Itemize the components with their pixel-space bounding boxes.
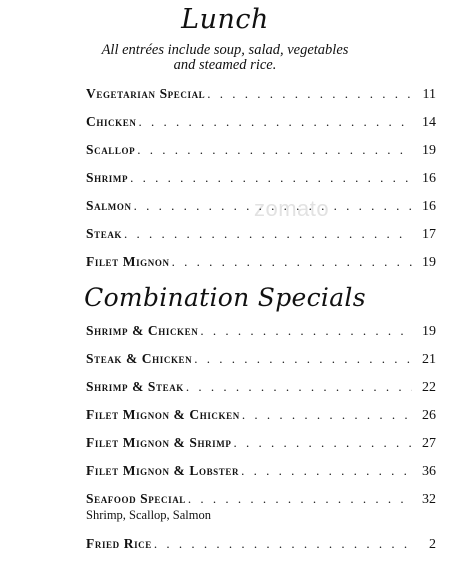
menu-item-price: 19 [422, 143, 436, 158]
dot-leader [194, 351, 412, 367]
dot-leader [200, 323, 412, 339]
dot-leader [154, 536, 412, 552]
dot-leader [172, 254, 412, 270]
menu-item-price: 17 [422, 227, 436, 242]
menu-item-price: 27 [422, 436, 436, 451]
dot-leader [124, 226, 412, 242]
dot-leader [134, 198, 412, 214]
menu-item-name: Shrimp & Steak [86, 379, 184, 394]
menu-item-steak [86, 226, 436, 244]
lunch-note-line-1: All entrées include soup, salad, vegetables [101, 42, 349, 58]
menu-item-name: Salmon [86, 198, 132, 213]
menu-item-price: 11 [422, 87, 436, 102]
combination-specials-title: Combination Specials [84, 283, 366, 312]
menu-item-shrimp [86, 170, 436, 188]
menu-item-name: Steak & Chicken [86, 351, 193, 366]
menu-item-vegetarian-special [86, 86, 436, 104]
menu-item-price: 19 [422, 324, 436, 339]
dot-leader [137, 142, 412, 158]
menu-item-shrimp-steak [86, 379, 436, 397]
dot-leader [186, 379, 412, 395]
menu-item-chicken [86, 114, 436, 132]
menu-item-fried-rice [86, 536, 436, 554]
menu-item-price: 26 [422, 408, 436, 423]
menu-item-price: 16 [422, 171, 436, 186]
menu-item-price: 36 [422, 464, 436, 479]
menu-item-name: Filet Mignon & Shrimp [86, 435, 232, 450]
dot-leader [130, 170, 412, 186]
menu-item-steak-chicken [86, 351, 436, 369]
dot-leader [138, 114, 412, 130]
menu-item-filet-mignon [86, 254, 436, 272]
menu-item-name: Scallop [86, 142, 136, 157]
menu-item-price: 14 [422, 115, 436, 130]
menu-item-price: 16 [422, 199, 436, 214]
menu-item-price: 19 [422, 255, 436, 270]
menu-item-filet-mignon-lobster [86, 463, 436, 481]
menu-item-name: Seafood Special [86, 491, 186, 506]
lunch-title: Lunch [181, 4, 269, 35]
menu-item-name: Filet Mignon & Lobster [86, 463, 240, 478]
menu-item-name: Filet Mignon & Chicken [86, 407, 240, 422]
lunch-note-line-2: and steamed rice. [173, 57, 277, 73]
menu-item-price: 22 [422, 380, 436, 395]
dot-leader [241, 463, 412, 479]
dot-leader [233, 435, 412, 451]
seafood-special-description: Shrimp, Scallop, Salmon [86, 508, 211, 522]
menu-item-price: 2 [429, 537, 436, 552]
menu-item-shrimp-chicken [86, 323, 436, 341]
dot-leader [207, 86, 412, 102]
menu-item-filet-mignon-chicken [86, 407, 436, 425]
menu-item-filet-mignon-shrimp [86, 435, 436, 453]
menu-item-name: Chicken [86, 114, 137, 129]
menu-item-name: Vegetarian Special [86, 86, 206, 101]
menu-item-scallop [86, 142, 436, 160]
menu-item-name: Fried Rice [86, 536, 152, 551]
menu-item-price: 32 [422, 492, 436, 507]
menu-item-name: Filet Mignon [86, 254, 170, 269]
menu-item-price: 21 [422, 352, 436, 367]
dot-leader [242, 407, 412, 423]
watermark: zomato [254, 196, 330, 221]
dot-leader [188, 491, 412, 507]
menu-item-name: Shrimp & Chicken [86, 323, 199, 338]
menu-item-name: Steak [86, 226, 123, 241]
menu-item-seafood-special [86, 491, 436, 509]
menu-item-salmon [86, 198, 436, 216]
menu-item-name: Shrimp [86, 170, 129, 185]
